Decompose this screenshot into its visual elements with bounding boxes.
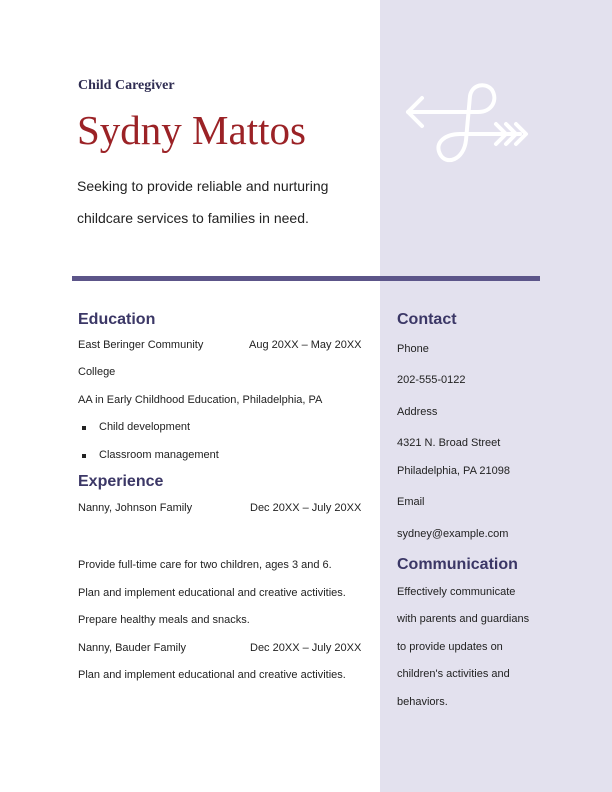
email-value[interactable]: sydney@example.com — [397, 528, 509, 540]
candidate-name: Sydny Mattos — [77, 107, 306, 153]
communication-heading: Communication — [397, 556, 518, 573]
education-heading: Education — [78, 311, 156, 328]
bullet-marker — [82, 454, 86, 458]
job-duty: Plan and implement educational and creative activities. — [78, 669, 346, 681]
job-role: Child Caregiver — [78, 78, 175, 93]
job-dates: Dec 20XX – July 20XX — [250, 642, 362, 654]
communication-line: Effectively communicate — [397, 586, 516, 598]
education-bullet: Classroom management — [99, 449, 219, 461]
education-degree: AA in Early Childhood Education, Philadelphia, PA — [78, 394, 323, 406]
job-dates: Dec 20XX – July 20XX — [250, 502, 362, 514]
education-dates: Aug 20XX – May 20XX — [249, 339, 362, 351]
communication-line: children's activities and — [397, 668, 510, 680]
arrow-loop-icon — [400, 80, 540, 180]
communication-line: with parents and guardians — [397, 613, 530, 625]
job-title: Nanny, Bauder Family — [78, 642, 187, 654]
job-duty: Plan and implement educational and creative activities. — [78, 587, 346, 599]
job-duty: Provide full-time care for two children, ages 3 and 6. — [78, 559, 332, 571]
contact-heading: Contact — [397, 311, 457, 328]
phone-value: 202-555-0122 — [397, 374, 466, 386]
communication-line: behaviors. — [397, 696, 448, 708]
objective-statement: Seeking to provide reliable and nurturing childcare services to families in need. — [77, 178, 329, 226]
experience-heading: Experience — [78, 473, 164, 490]
address-line: 4321 N. Broad Street — [397, 437, 501, 449]
phone-label: Phone — [397, 343, 429, 355]
education-school-cont: College — [78, 366, 116, 378]
address-line: Philadelphia, PA 21098 — [397, 465, 510, 477]
job-title: Nanny, Johnson Family — [78, 502, 193, 514]
bullet-marker — [82, 426, 86, 430]
email-label: Email — [397, 496, 425, 508]
education-school: East Beringer Community — [78, 339, 204, 351]
job-duty: Prepare healthy meals and snacks. — [78, 614, 250, 626]
education-bullet: Child development — [99, 421, 191, 433]
section-divider — [72, 276, 540, 281]
communication-line: to provide updates on — [397, 641, 503, 653]
address-label: Address — [397, 406, 438, 418]
